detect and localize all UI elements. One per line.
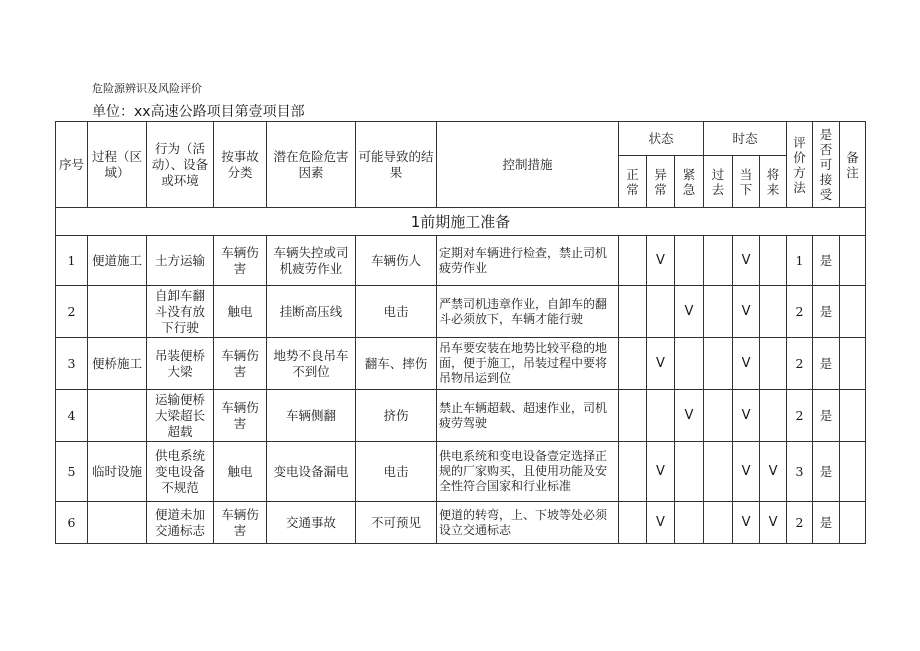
cell-state-emergency — [675, 442, 704, 502]
header-row-1 — [56, 122, 866, 156]
header-state-emergency: 紧急 — [675, 156, 704, 208]
cell-state-emergency — [675, 338, 704, 390]
cell-control: 禁止车辆超载、超速作业，司机疲劳驾驶 — [437, 390, 619, 442]
cell-tense-past — [704, 338, 733, 390]
cell-state-normal — [619, 390, 647, 442]
cell-acceptable: 是 — [813, 338, 840, 390]
section-title: 1前期施工准备 — [56, 208, 866, 236]
cell-tense-future — [760, 236, 787, 286]
cell-tense-present: V — [733, 442, 760, 502]
cell-eval-method: 1 — [787, 236, 813, 286]
cell-state-abnormal: V — [647, 502, 675, 544]
cell-acceptable: 是 — [813, 286, 840, 338]
cell-process — [88, 390, 147, 442]
cell-state-normal — [619, 236, 647, 286]
cell-remark — [840, 390, 866, 442]
cell-tense-present: V — [733, 390, 760, 442]
cell-activity: 运输便桥大梁超长超载 — [147, 390, 214, 442]
cell-state-emergency: V — [675, 286, 704, 338]
table-row — [56, 502, 866, 544]
cell-result: 电击 — [356, 442, 437, 502]
cell-control: 供电系统和变电设备壹定选择正规的厂家购买，且使用功能及安全性符合国家和行业标准 — [437, 442, 619, 502]
cell-hazard: 车辆侧翻 — [267, 390, 356, 442]
cell-accident-type: 触电 — [214, 442, 267, 502]
cell-eval-method: 2 — [787, 338, 813, 390]
cell-hazard: 挂断高压线 — [267, 286, 356, 338]
table-row — [56, 286, 866, 338]
cell-accident-type: 车辆伤害 — [214, 390, 267, 442]
cell-activity: 吊装便桥大梁 — [147, 338, 214, 390]
cell-hazard: 交通事故 — [267, 502, 356, 544]
cell-tense-past — [704, 502, 733, 544]
header-accident-type: 按事故分类 — [214, 122, 267, 208]
cell-state-abnormal: V — [647, 338, 675, 390]
cell-seq: 6 — [56, 502, 88, 544]
cell-state-abnormal — [647, 286, 675, 338]
cell-tense-past — [704, 236, 733, 286]
cell-eval-method: 2 — [787, 390, 813, 442]
document-title: 危险源辨识及风险评价 — [92, 82, 202, 95]
cell-activity: 便道未加交通标志 — [147, 502, 214, 544]
cell-process — [88, 286, 147, 338]
cell-tense-past — [704, 286, 733, 338]
header-state-normal: 正常 — [619, 156, 647, 208]
cell-remark — [840, 502, 866, 544]
cell-seq: 4 — [56, 390, 88, 442]
cell-seq: 1 — [56, 236, 88, 286]
table-row — [56, 442, 866, 502]
cell-seq: 2 — [56, 286, 88, 338]
header-state-abnormal: 异常 — [647, 156, 675, 208]
cell-state-emergency — [675, 236, 704, 286]
header-activity: 行为（活动）、设备或环境 — [147, 122, 214, 208]
header-tense-present: 当下 — [733, 156, 760, 208]
cell-hazard: 地势不良吊车不到位 — [267, 338, 356, 390]
cell-acceptable: 是 — [813, 442, 840, 502]
cell-eval-method: 2 — [787, 286, 813, 338]
header-remark: 备注 — [840, 122, 866, 208]
cell-tense-future: V — [760, 502, 787, 544]
cell-control: 吊车要安装在地势比较平稳的地面，便于施工，吊装过程中要将吊物吊运到位 — [437, 338, 619, 390]
header-acceptable: 是否可接受 — [813, 122, 840, 208]
header-seq: 序号 — [56, 122, 88, 208]
cell-state-normal — [619, 442, 647, 502]
cell-control: 严禁司机违章作业，自卸车的翻斗必须放下，车辆才能行驶 — [437, 286, 619, 338]
cell-remark — [840, 236, 866, 286]
cell-state-normal — [619, 338, 647, 390]
table-row — [56, 390, 866, 442]
cell-remark — [840, 442, 866, 502]
header-tense-past: 过去 — [704, 156, 733, 208]
cell-result: 电击 — [356, 286, 437, 338]
cell-state-emergency: V — [675, 390, 704, 442]
cell-activity: 土方运输 — [147, 236, 214, 286]
cell-accident-type: 触电 — [214, 286, 267, 338]
cell-state-abnormal: V — [647, 236, 675, 286]
cell-accident-type: 车辆伤害 — [214, 502, 267, 544]
cell-tense-future — [760, 390, 787, 442]
cell-result: 翻车、摔伤 — [356, 338, 437, 390]
risk-table — [55, 121, 866, 544]
cell-state-abnormal: V — [647, 442, 675, 502]
table-row — [56, 236, 866, 286]
unit-line: 单位：xx高速公路项目第壹项目部 — [92, 104, 305, 120]
cell-seq: 5 — [56, 442, 88, 502]
cell-tense-present: V — [733, 502, 760, 544]
cell-remark — [840, 286, 866, 338]
header-tense: 时态 — [704, 122, 787, 156]
cell-eval-method: 3 — [787, 442, 813, 502]
cell-tense-past — [704, 390, 733, 442]
header-hazard: 潜在危险危害因素 — [267, 122, 356, 208]
cell-process — [88, 502, 147, 544]
cell-acceptable: 是 — [813, 502, 840, 544]
cell-tense-past — [704, 442, 733, 502]
header-process: 过程（区域） — [88, 122, 147, 208]
cell-remark — [840, 338, 866, 390]
cell-tense-future — [760, 338, 787, 390]
cell-accident-type: 车辆伤害 — [214, 236, 267, 286]
cell-control: 便道的转弯，上、下坡等处必须设立交通标志 — [437, 502, 619, 544]
header-eval-method: 评价方法 — [787, 122, 813, 208]
cell-tense-present: V — [733, 338, 760, 390]
cell-process: 便桥施工 — [88, 338, 147, 390]
cell-activity: 自卸车翻斗没有放下行驶 — [147, 286, 214, 338]
cell-activity: 供电系统变电设备不规范 — [147, 442, 214, 502]
cell-seq: 3 — [56, 338, 88, 390]
cell-process: 便道施工 — [88, 236, 147, 286]
header-result: 可能导致的结果 — [356, 122, 437, 208]
cell-hazard: 车辆失控或司机疲劳作业 — [267, 236, 356, 286]
cell-state-abnormal — [647, 390, 675, 442]
cell-hazard: 变电设备漏电 — [267, 442, 356, 502]
section-row — [56, 208, 866, 236]
header-tense-future: 将来 — [760, 156, 787, 208]
cell-acceptable: 是 — [813, 390, 840, 442]
cell-state-emergency — [675, 502, 704, 544]
cell-result: 不可预见 — [356, 502, 437, 544]
cell-tense-future: V — [760, 442, 787, 502]
cell-acceptable: 是 — [813, 236, 840, 286]
cell-state-normal — [619, 286, 647, 338]
cell-tense-present: V — [733, 236, 760, 286]
cell-control: 定期对车辆进行检查，禁止司机疲劳作业 — [437, 236, 619, 286]
table-row — [56, 338, 866, 390]
cell-result: 挤伤 — [356, 390, 437, 442]
header-state: 状态 — [619, 122, 704, 156]
cell-eval-method: 2 — [787, 502, 813, 544]
cell-result: 车辆伤人 — [356, 236, 437, 286]
cell-tense-present: V — [733, 286, 760, 338]
cell-tense-future — [760, 286, 787, 338]
header-control: 控制措施 — [437, 122, 619, 208]
cell-accident-type: 车辆伤害 — [214, 338, 267, 390]
cell-state-normal — [619, 502, 647, 544]
cell-process: 临时设施 — [88, 442, 147, 502]
